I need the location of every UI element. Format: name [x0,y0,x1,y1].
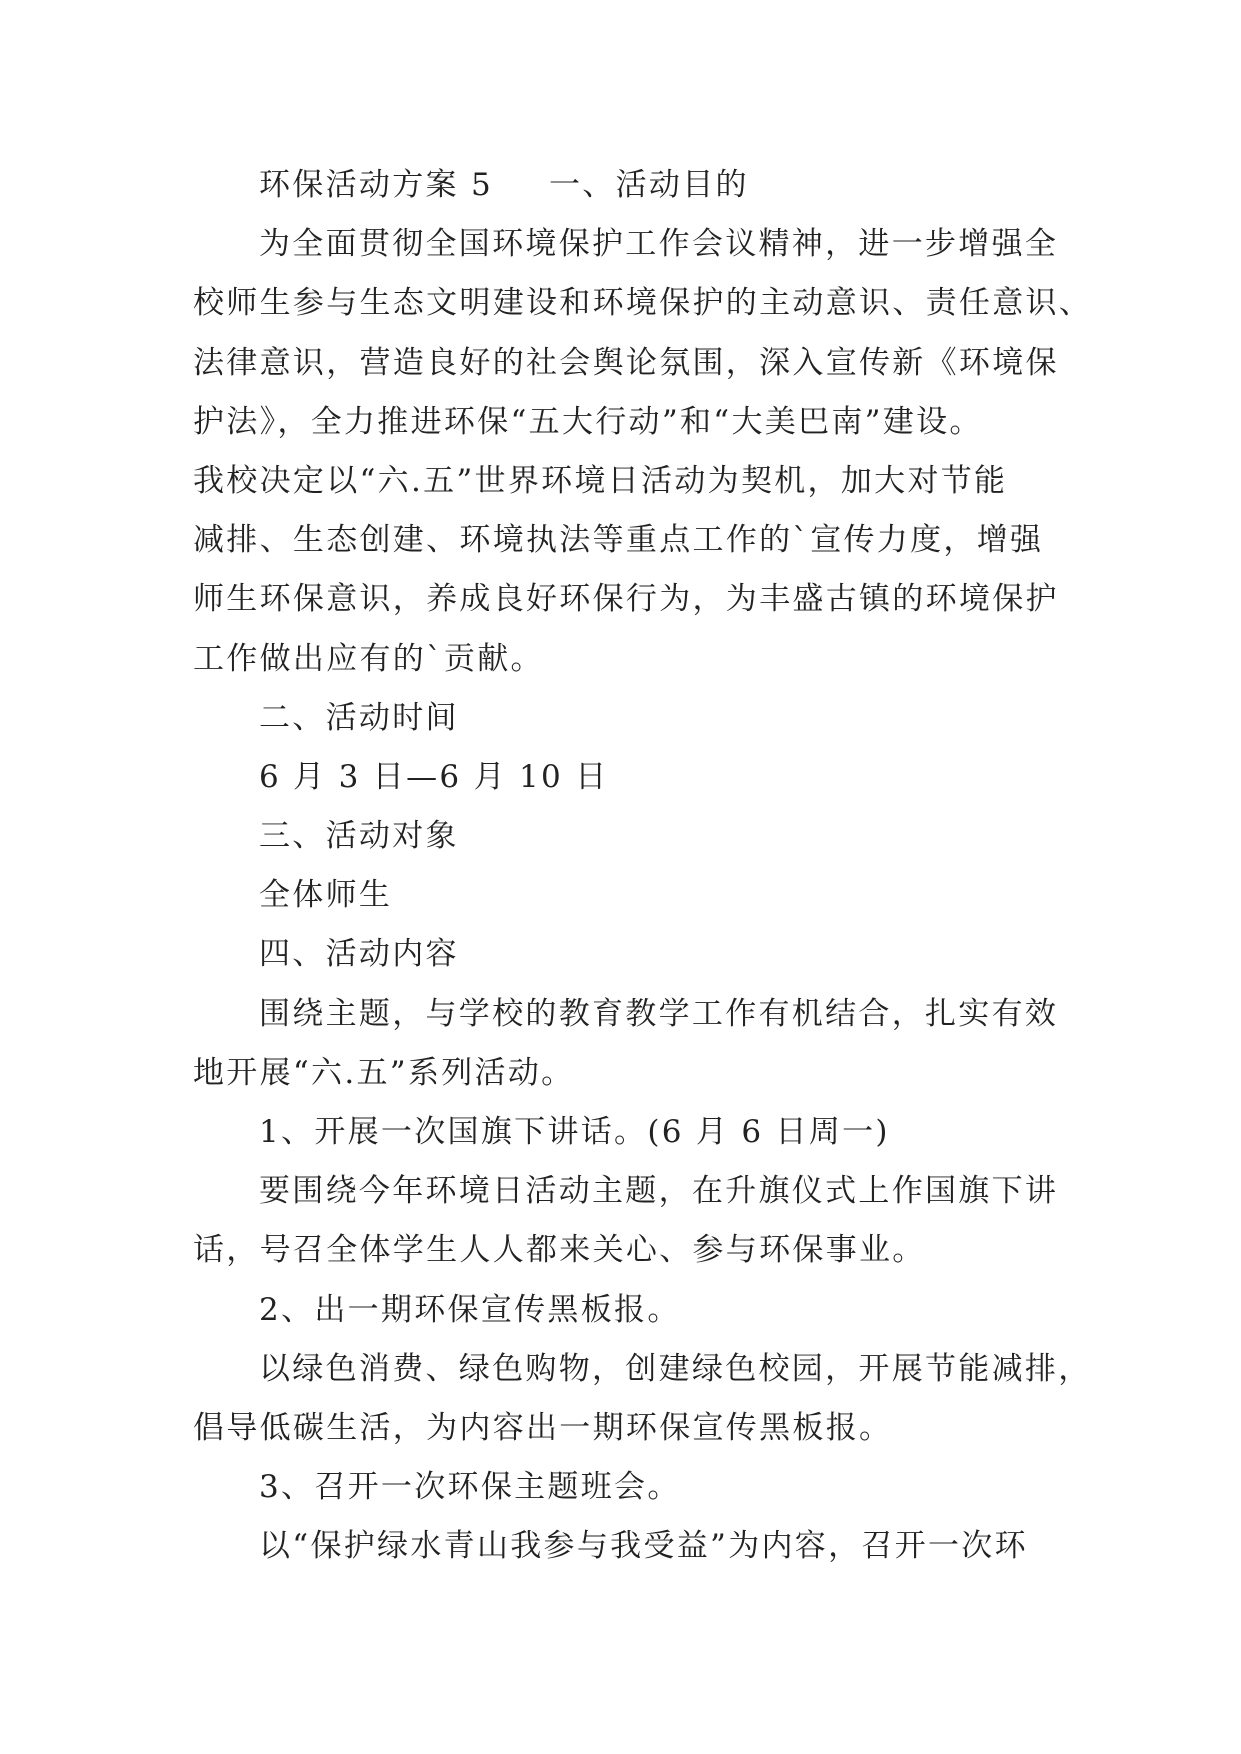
paragraph-line: 校师生参与生态文明建设和环境保护的主动意识、责任意识、 [193,285,1093,322]
activity-audience: 全体师生 [259,877,393,914]
paragraph-line: 围绕主题，与学校的教育教学工作有机结合，扎实有效 [259,995,1059,1032]
paragraph-line: 工作做出应有的`贡献。 [193,640,544,677]
activity-date-range: 6 月 3 日—6 月 10 日 [259,758,609,795]
title-line [193,156,1193,215]
section-heading-purpose: 一、活动目的 [549,167,749,203]
paragraph-line: 减排、生态创建、环境执法等重点工作的`宣传力度，增强 [193,522,1044,559]
paragraph-line: 法律意识，营造良好的社会舆论氛围，深入宣传新《环境保 [193,344,1059,381]
paragraph-line: 以“保护绿水青山我参与我受益”为内容，召开一次环 [259,1528,1028,1565]
paragraph-line: 护法》，全力推进环保“五大行动”和“大美巴南”建设。 [193,403,983,440]
paragraph-line: 要围绕今年环境日活动主题，在升旗仪式上作国旗下讲 [259,1173,1059,1210]
list-item-heading: 1、开展一次国旗下讲话。(6 月 6 日周一) [259,1114,890,1150]
list-item-heading: 3、召开一次环保主题班会。 [259,1469,681,1506]
section-heading-audience: 三、活动对象 [259,818,459,855]
section-heading-time: 二、活动时间 [259,699,459,736]
paragraph-line: 为全面贯彻全国环境保护工作会议精神，进一步增强全 [259,226,1059,263]
document-title: 环保活动方案 5 [259,167,493,203]
paragraph-line: 以绿色消费、绿色购物，创建绿色校园，开展节能减排， [259,1350,1092,1387]
paragraph-line: 我校决定以“六.五”世界环境日活动为契机，加大对节能 [193,462,1008,499]
section-heading-content: 四、活动内容 [259,936,459,973]
list-item-heading: 2、出一期环保宣传黑板报。 [259,1291,681,1328]
paragraph-line: 倡导低碳生活，为内容出一期环保宣传黑板报。 [193,1409,893,1446]
paragraph-line: 话，号召全体学生人人都来关心、参与环保事业。 [193,1232,926,1269]
paragraph-line: 师生环保意识，养成良好环保行为，为丰盛古镇的环境保护 [193,581,1059,618]
document-body [193,156,1193,1577]
paragraph-line: 地开展“六.五”系列活动。 [193,1054,575,1091]
